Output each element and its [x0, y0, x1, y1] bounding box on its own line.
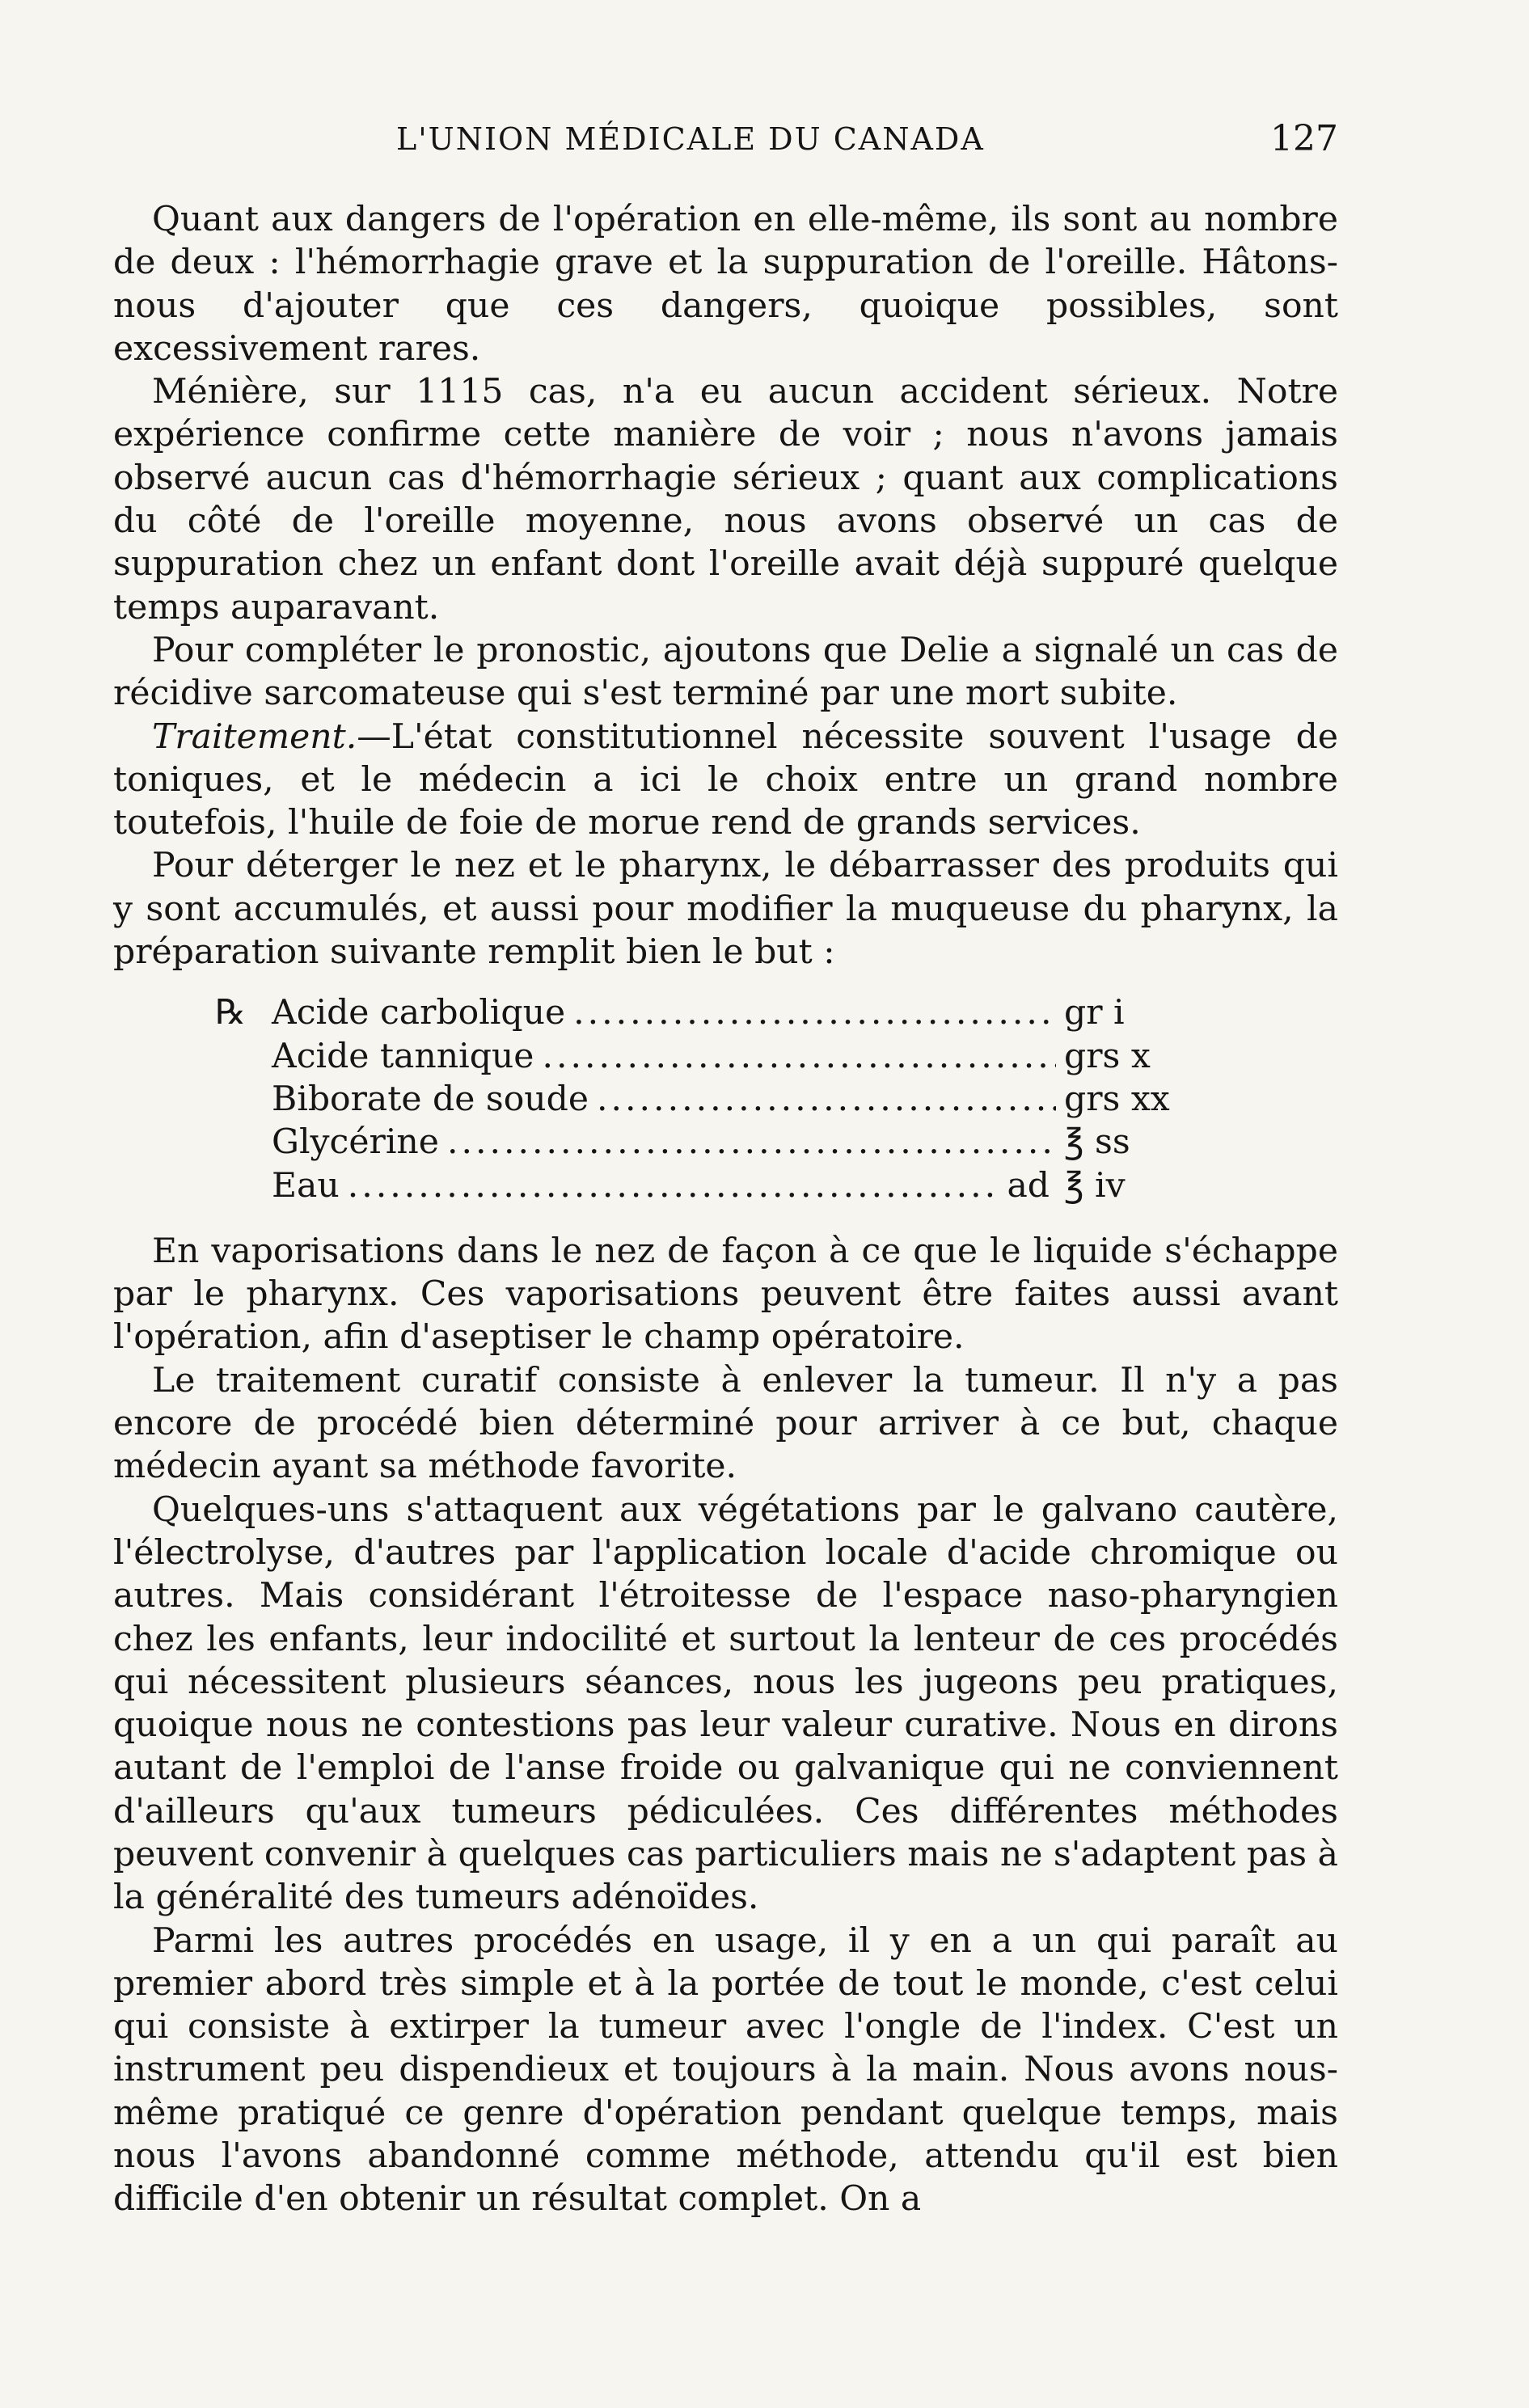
treatment-text: —L'état constitutionnel nécessite souvent l'usage de toniques, et le médecin a ici le choix entre un grand nombre toutefois, l'huile de foie de morue rend de grands services.	[113, 716, 1338, 843]
dot-leader	[447, 1121, 1056, 1164]
running-title: L'UNION MÉDICALE DU CANADA	[396, 121, 985, 157]
ingredient-quantity: grs xx	[1064, 1079, 1170, 1119]
prescription-row	[215, 1035, 1210, 1078]
dot-leader	[542, 1035, 1056, 1078]
dot-leader	[348, 1164, 999, 1207]
ingredient-name: Biborate de soude	[272, 1079, 589, 1119]
paragraph: En vaporisations dans le nez de façon à ce que le liquide s'échappe par le pharynx. Ces vaporisations peuvent être faites aussi avant l'opération, afin d'aseptiser le champ opératoire.	[113, 1231, 1338, 1358]
paragraph: Pour déterger le nez et le pharynx, le débarrasser des produits qui y sont accumulés, et aussi pour modifier la muqueuse du pharynx, la préparation suivante remplit bien le but :	[113, 846, 1338, 973]
paragraph: Quant aux dangers de l'opération en elle-même, ils sont au nombre de deux : l'hémorrhagie grave et la suppuration de l'oreille. Hâtons-nous d'ajouter que ces dangers, quoique possibles, sont excessivement rares.	[113, 200, 1338, 369]
recipe-symbol: ℞	[215, 993, 247, 1033]
paragraph: Parmi les autres procédés en usage, il y en a un qui paraît au premier abord très simple et à la portée de tout le monde, c'est celui qui consiste à extirper la tumeur avec l'ongle de l'index. C'est un instrument peu dispendieux et toujours à la main. Nous avons nous-même pratiqué ce genre d'opération pendant quelque temps, mais nous l'avons abandonné comme méthode, attendu qu'il est bien difficile d'en obtenir un résultat complet. On a	[113, 1920, 1338, 2220]
ingredient-quantity: grs x	[1064, 1036, 1151, 1076]
prescription-row	[215, 991, 1210, 1034]
paragraph: Ménière, sur 1115 cas, n'a eu aucun accident sérieux. Notre expérience confirme cette manière de voir ; nous n'avons jamais observé aucun cas d'hémorrhagie sérieux ; quant aux complications du côté de l'oreille moyenne, nous avons observé un cas de suppuration chez un enfant dont l'oreille avait déjà suppuré quelque temps auparavant.	[113, 372, 1338, 627]
paragraph: Le traitement curatif consiste à enlever la tumeur. Il n'y a pas encore de procédé bien déterminé pour arriver à ce but, chaque médecin ayant sa méthode favorite.	[113, 1360, 1338, 1487]
dot-leader	[573, 991, 1056, 1034]
ingredient-quantity: gr i	[1064, 993, 1125, 1033]
ingredient-qualifier: ad	[1007, 1165, 1050, 1206]
prescription-row	[215, 1078, 1210, 1121]
ingredient-name: Acide carbolique	[272, 993, 566, 1033]
ingredient-name: Glycérine	[272, 1122, 439, 1163]
dot-leader	[597, 1078, 1056, 1121]
ingredient-name: Eau	[272, 1165, 340, 1206]
prescription-row	[215, 1164, 1210, 1207]
prescription-row	[215, 1121, 1210, 1164]
page-number: 127	[1270, 118, 1338, 159]
page-header	[396, 118, 1338, 162]
ingredient-quantity: ℥ iv	[1064, 1165, 1126, 1206]
treatment-paragraph	[113, 716, 1338, 845]
body-text	[113, 198, 1338, 2221]
prescription	[113, 991, 1338, 1206]
paragraph: Pour compléter le pronostic, ajoutons que Delie a signalé un cas de récidive sarcomateuse qui s'est terminé par une mort subite.	[113, 630, 1338, 714]
paragraph: Quelques-uns s'attaquent aux végétations par le galvano cautère, l'électrolyse, d'autres par l'application locale d'acide chromique ou autres. Mais considérant l'étroitesse de l'espace naso-pharyngien chez les enfants, leur indocilité et surtout la lenteur de ces procédés qui nécessitent plusieurs séances, nous les jugeons peu pratiques, quoique nous ne contestions pas leur valeur curative. Nous en dirons autant de l'emploi de l'anse froide ou galvanique qui ne conviennent d'ailleurs qu'aux tumeurs pédiculées. Ces différentes méthodes peuvent convenir à quelques cas particuliers mais ne s'adaptent pas à la généralité des tumeurs adénoïdes.	[113, 1489, 1338, 1918]
ingredient-quantity: ℥ ss	[1064, 1122, 1130, 1163]
section-lead: Traitement.	[152, 716, 357, 757]
ingredient-name: Acide tannique	[272, 1036, 534, 1076]
